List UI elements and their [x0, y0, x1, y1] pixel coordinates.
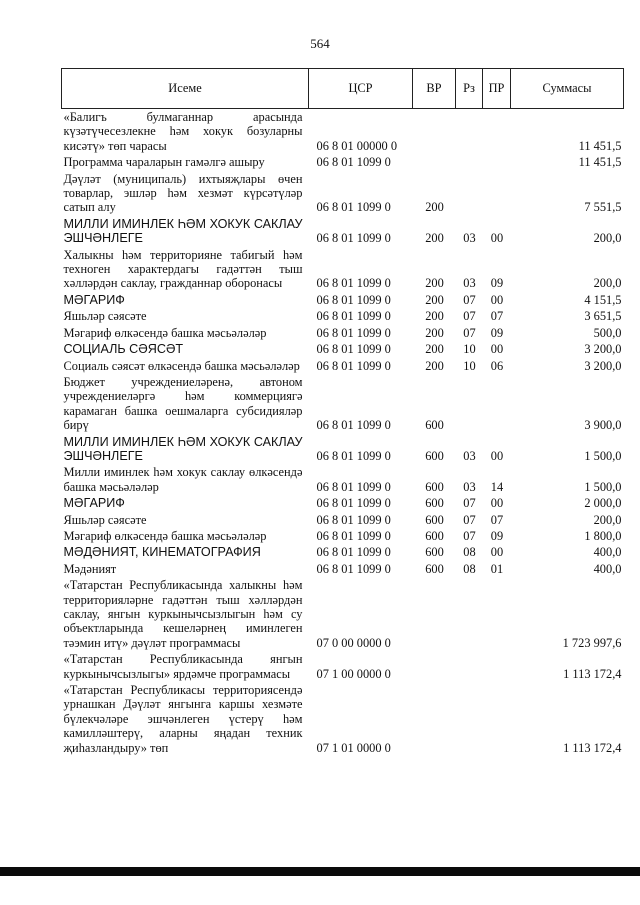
cell-sum: 1 113 172,4: [563, 740, 622, 755]
cell-name: Социаль сәясәт өлкәсендә башка мәсьәләләр: [63, 358, 300, 373]
cell-rz: 10: [463, 342, 476, 357]
cell-sum: 400,0: [593, 545, 622, 560]
cell-sum: 3 200,0: [584, 342, 622, 357]
cell-rz: [456, 171, 483, 216]
cell-rz: [456, 374, 483, 434]
cell-name: МӘГАРИФ: [63, 496, 125, 511]
table-row: [62, 247, 624, 292]
table-row: [62, 434, 624, 465]
cell-sum: 1 723 997,6: [562, 635, 622, 650]
table-row: [62, 109, 624, 155]
cell-csr: 06 8 01 1099 0: [316, 479, 391, 494]
cell-vr: 200: [425, 292, 444, 307]
table-row: [62, 341, 624, 357]
cell-sum: 3 200,0: [584, 358, 622, 373]
table-row: [62, 374, 624, 434]
cell-vr: 600: [425, 512, 444, 527]
cell-vr: 600: [425, 496, 444, 511]
cell-pr: 07: [490, 512, 504, 527]
cell-vr: 200: [425, 325, 444, 340]
cell-csr: 06 8 01 1099 0: [316, 448, 391, 463]
cell-pr: [483, 171, 511, 216]
cell-pr: 00: [490, 231, 504, 246]
cell-rz: 08: [463, 561, 476, 576]
cell-pr: [483, 154, 511, 170]
header-csr: ЦСР: [309, 69, 413, 109]
table-row: [62, 171, 624, 216]
cell-csr: 06 8 01 1099 0: [316, 309, 391, 324]
cell-vr: 600: [425, 528, 444, 543]
table-row: [62, 154, 624, 170]
cell-name: «Татарстан Республикасында халыкны һәм территорияләрне гадәттән тыш хәлләрдән саклау, янгын куркынычсызлыгын һәм су объектларында кешеләрнең иминлеген тәэмин итү» дәүләт программасы: [63, 578, 303, 650]
cell-pr: 00: [490, 545, 504, 560]
cell-pr: [483, 109, 511, 155]
cell-csr: 06 8 01 1099 0: [316, 561, 391, 576]
header-sum: Суммасы: [511, 69, 624, 109]
cell-rz: 10: [463, 358, 476, 373]
cell-name: Мәдәният: [63, 561, 117, 576]
cell-sum: 3 651,5: [584, 309, 622, 324]
cell-sum: 4 151,5: [584, 292, 622, 307]
cell-rz: 07: [463, 309, 476, 324]
cell-sum: 500,0: [593, 325, 622, 340]
cell-csr: 06 8 01 1099 0: [316, 418, 391, 433]
cell-csr: 06 8 01 1099 0: [316, 528, 391, 543]
cell-vr: [413, 577, 456, 651]
cell-pr: 07: [490, 309, 504, 324]
cell-csr: 07 0 00 0000 0: [316, 635, 391, 650]
table-body: [62, 109, 624, 757]
cell-pr: 00: [490, 292, 504, 307]
cell-rz: 03: [463, 276, 476, 291]
cell-pr: [483, 374, 511, 434]
cell-csr: 06 8 01 00000 0: [316, 138, 398, 153]
cell-name: Милли иминлек һәм хокук саклау өлкәсендә башка мәсьәләләр: [63, 465, 303, 494]
cell-rz: [456, 109, 483, 155]
cell-csr: 06 8 01 1099 0: [316, 545, 391, 560]
cell-csr: 06 8 01 1099 0: [316, 155, 391, 170]
cell-vr: [413, 154, 456, 170]
cell-vr: [413, 109, 456, 155]
cell-name: СОЦИАЛЬ СӘЯСӘТ: [63, 342, 184, 357]
cell-name: МӘДӘНИЯТ, КИНЕМАТОГРАФИЯ: [63, 545, 261, 560]
cell-name: «Балигъ булмаганнар арасында күзәтүчесезлекне һәм хокук бозуларны кисәтү» төп чарасы: [63, 110, 303, 153]
cell-name: Дәүләт (муниципаль) ихтыяҗлары өчен товарлар, эшләр һәм хезмәт күрсәтүләр сатып алу: [63, 171, 303, 215]
cell-rz: 07: [463, 325, 476, 340]
table-row: [62, 577, 624, 651]
table-row: [62, 512, 624, 528]
cell-vr: 200: [425, 342, 444, 357]
scan-edge-bar: [0, 867, 640, 876]
cell-name: Мәгариф өлкәсендә башка мәсьәләләр: [63, 325, 267, 340]
cell-rz: 07: [463, 528, 476, 543]
cell-vr: 200: [425, 231, 444, 246]
table-row: [62, 528, 624, 544]
cell-csr: 07 1 00 0000 0: [316, 666, 391, 681]
cell-pr: [483, 651, 511, 682]
cell-sum: 2 000,0: [584, 496, 622, 511]
cell-sum: 7 551,5: [584, 200, 622, 215]
table-row: [62, 308, 624, 324]
cell-vr: 600: [425, 418, 444, 433]
header-rz: Рз: [456, 69, 483, 109]
cell-csr: 06 8 01 1099 0: [316, 292, 391, 307]
table-row: [62, 216, 624, 247]
cell-vr: 600: [425, 545, 444, 560]
cell-csr: 06 8 01 1099 0: [316, 276, 391, 291]
table-row: [62, 464, 624, 495]
cell-csr: 07 1 01 0000 0: [316, 740, 391, 755]
cell-csr: 06 8 01 1099 0: [316, 200, 391, 215]
table-row: [62, 325, 624, 341]
cell-name: «Татарстан Республикасында янгын куркынычсызлыгы» ярдәмче программасы: [63, 652, 303, 681]
cell-rz: 07: [463, 292, 476, 307]
cell-csr: 06 8 01 1099 0: [316, 325, 391, 340]
cell-rz: 07: [463, 496, 476, 511]
cell-vr: 200: [425, 200, 444, 215]
cell-sum: 3 900,0: [584, 418, 622, 433]
cell-vr: 200: [425, 309, 444, 324]
table-row: [62, 495, 624, 511]
cell-rz: 03: [463, 231, 476, 246]
cell-rz: [456, 682, 483, 756]
cell-vr: 600: [425, 448, 444, 463]
table-header-row: [62, 69, 624, 109]
cell-pr: 09: [490, 325, 504, 340]
cell-pr: [483, 577, 511, 651]
cell-sum: 200,0: [593, 231, 622, 246]
cell-vr: 200: [425, 358, 444, 373]
cell-sum: 1 800,0: [584, 528, 622, 543]
header-name: Исеме: [62, 69, 309, 109]
table-row: [62, 561, 624, 577]
cell-vr: 200: [425, 276, 444, 291]
cell-name: Халыкны һәм территорияне табигый һәм техноген характердагы гадәттән тыш хәлләрдән саклау, гражданнар оборонасы: [63, 247, 303, 291]
cell-sum: 1 500,0: [584, 448, 622, 463]
cell-pr: 14: [490, 479, 504, 494]
cell-sum: 1 500,0: [584, 479, 622, 494]
cell-name: МИЛЛИ ИМИНЛЕК ҺӘМ ХОКУК САКЛАУ ЭШЧӘНЛЕГЕ: [63, 434, 303, 463]
cell-sum: 1 113 172,4: [563, 666, 622, 681]
cell-vr: 600: [425, 479, 444, 494]
cell-name: Яшьләр сәясәте: [63, 512, 147, 527]
cell-pr: 00: [490, 448, 504, 463]
cell-rz: [456, 154, 483, 170]
cell-csr: 06 8 01 1099 0: [316, 342, 391, 357]
cell-pr: 09: [490, 276, 504, 291]
cell-name: Бюджет учреждениеләренә, автоном учреждениеләргә һәм коммерциягә карамаган башка оешмаларга субсидияләр бирү: [63, 374, 303, 433]
cell-csr: 06 8 01 1099 0: [316, 358, 391, 373]
cell-sum: 200,0: [593, 512, 622, 527]
cell-rz: [456, 577, 483, 651]
cell-csr: 06 8 01 1099 0: [316, 496, 391, 511]
header-pr: ПР: [483, 69, 511, 109]
cell-name: Мәгариф өлкәсендә башка мәсьәләләр: [63, 528, 267, 543]
cell-name: МӘГАРИФ: [63, 292, 125, 307]
cell-pr: 00: [490, 496, 504, 511]
table-row: [62, 544, 624, 560]
table-row: [62, 682, 624, 756]
cell-csr: 06 8 01 1099 0: [316, 512, 391, 527]
cell-rz: 07: [463, 512, 476, 527]
cell-pr: 00: [490, 342, 504, 357]
cell-rz: 03: [463, 448, 476, 463]
table-row: [62, 651, 624, 682]
cell-csr: 06 8 01 1099 0: [316, 231, 391, 246]
cell-pr: 09: [490, 528, 504, 543]
cell-vr: 600: [425, 561, 444, 576]
cell-name: Программа чараларын гамәлгә ашыру: [63, 155, 265, 170]
cell-name: «Татарстан Республикасы территориясендә урнашкан Дәүләт янгынга каршы хезмәте бүлекчәләре эшчәнлеген үстерү һәм камилләштерү, аларны яңадан техник җиһазландыру» төп: [63, 683, 303, 755]
cell-pr: [483, 682, 511, 756]
cell-rz: 08: [463, 545, 476, 560]
cell-rz: [456, 651, 483, 682]
cell-sum: 11 451,5: [578, 138, 622, 153]
cell-vr: [413, 682, 456, 756]
budget-table: [61, 68, 624, 756]
header-vr: ВР: [413, 69, 456, 109]
cell-name: МИЛЛИ ИМИНЛЕК ҺӘМ ХОКУК САКЛАУ ЭШЧӘНЛЕГЕ: [63, 216, 303, 246]
cell-pr: 01: [490, 561, 504, 576]
cell-name: Яшьләр сәясәте: [63, 309, 147, 324]
cell-pr: 06: [490, 358, 504, 373]
cell-rz: 03: [463, 479, 476, 494]
cell-vr: [413, 651, 456, 682]
table-row: [62, 358, 624, 374]
page-number: 564: [310, 36, 330, 51]
cell-sum: 11 451,5: [578, 155, 622, 170]
table-row: [62, 292, 624, 308]
cell-sum: 200,0: [593, 276, 622, 291]
cell-sum: 400,0: [593, 561, 622, 576]
